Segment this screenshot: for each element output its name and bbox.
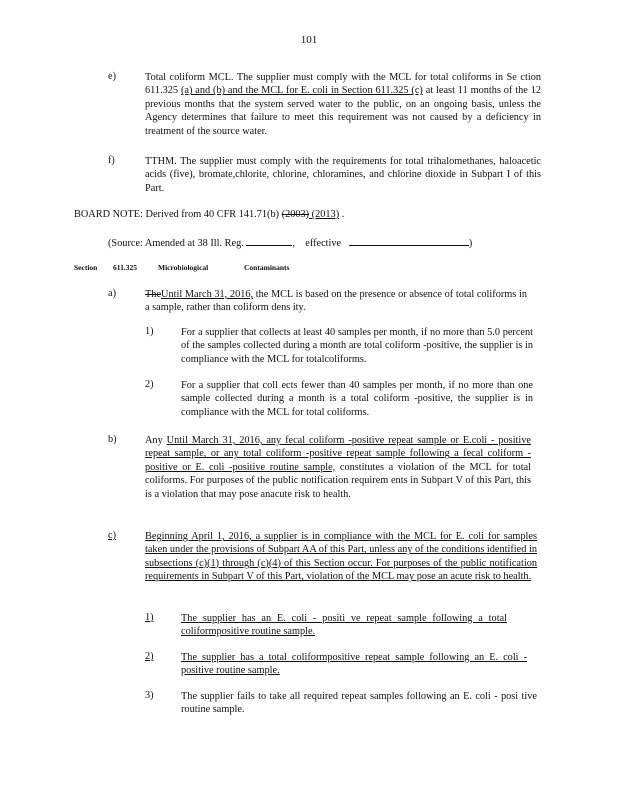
item-b-rest: constitutes a violation of the MCL for total coliforms. For purposes of the public notification requirem ents in Subpart V of this Part, this is a violation that may pose anacute risk to health.	[145, 461, 531, 500]
item-a2-label: 2)	[145, 379, 154, 390]
section-word: Section	[74, 263, 98, 272]
item-a-amendment: Until March 31, 2016,	[161, 289, 254, 300]
item-e-amendment: (a) and (b) and the MCL for E. coli in Section 611.325 (c)	[180, 85, 423, 97]
item-a1-text: For a supplier that collects at least 40 samples per month, if no more than 5.0 percent of the samples collected during a month are total coliform -positive, the supplier is in compliance with the MCL for totalcoliforms.	[181, 327, 533, 365]
item-b-text	[145, 434, 531, 501]
item-a-rest: the MCL is based on the presence or absence of total coliforms in a sample, rather than coliform dens ity.	[145, 289, 527, 314]
board-note-struck: (2003)	[281, 209, 310, 220]
item-e-text	[145, 71, 541, 138]
item-c3-text: The supplier fails to take all required repeat samples following an E. coli - posi tive routine sample.	[181, 691, 537, 716]
item-e-lead: Total coliform MCL. The supplier must comply with the MCL for total coliforms in Se ction 611.325	[145, 72, 541, 97]
item-b-lead: Any	[145, 435, 167, 446]
source-close: )	[468, 238, 473, 249]
source-line	[108, 236, 548, 249]
board-note-inserted: (2013)	[309, 209, 340, 220]
item-f-label: f)	[108, 155, 115, 166]
source-date-blank	[349, 236, 469, 246]
board-note	[74, 209, 544, 220]
item-a-label: a)	[108, 288, 116, 299]
item-c-text: Beginning April 1, 2016, a supplier is in compliance with the MCL for E. coli for samples taken under the provisions of Subpart AA of this Part, unless any of the conditions identified in subsections (c)(1) through (c)(4) of this Section occur. For purposes of the public notification requirements in Subpart V of this Part, violation of the MCL may pose an acute risk to health.	[145, 531, 537, 583]
section-title-1: Microbiological	[158, 263, 209, 272]
board-note-lead: BOARD NOTE: Derived from 40 CFR 141.71(b)	[74, 209, 282, 220]
item-a-struck: The	[145, 289, 162, 300]
section-number: 611.325	[113, 263, 137, 272]
item-f-text: TTHM. The supplier must comply with the requirements for total trihalomethanes, haloacetic acids (five), bromate,chlorite, chlorine, chloramines, and chlorine dioxide in Subpart I of this Part.	[145, 156, 541, 194]
source-effective: effective	[305, 238, 342, 249]
item-c-label: c)	[108, 530, 116, 541]
item-c2-label: 2)	[145, 651, 154, 662]
item-c2-text: The supplier has a total coliformpositive repeat sample following an E. coli -positive routine sample.	[181, 652, 527, 677]
item-a1-label: 1)	[145, 326, 154, 337]
page-number: 101	[300, 34, 318, 46]
item-c1-label: 1)	[145, 612, 154, 623]
source-comma: ,	[292, 238, 295, 249]
board-note-end: .	[339, 209, 345, 220]
item-a-text	[145, 288, 527, 315]
source-text: (Source: Amended at 38 Ill. Reg.	[108, 238, 244, 249]
item-b-label: b)	[108, 434, 117, 445]
item-b-amendment: Until March 31, 2016, any fecal coliform -positive repeat sample or E.coli - positive repeat sample, or any total coliform -positive repeat sample following a fecal coliform -positive or E. coli -positive routine sample,	[145, 435, 531, 473]
source-reg-blank	[246, 236, 292, 246]
item-e-tail: at least 11 months of the 12 previous months that the system served water to the public, on an ongoing basis, unless the Agency determines that failure to meet this requirement was not caused by a deficiency in treatment of the source water.	[145, 85, 541, 137]
item-c3-label: 3)	[145, 690, 154, 701]
item-a2-text: For a supplier that coll ects fewer than 40 samples per month, if no more than one sample collected during a month is a total coliform -positive, the supplier is in compliance with the MCL for total coliforms.	[181, 380, 533, 418]
item-c1-text: The supplier has an E. coli - positi ve repeat sample following a total coliformpositive routine sample.	[181, 613, 507, 638]
item-e-label: e)	[108, 71, 116, 82]
section-title-2: Contaminants	[244, 263, 290, 272]
